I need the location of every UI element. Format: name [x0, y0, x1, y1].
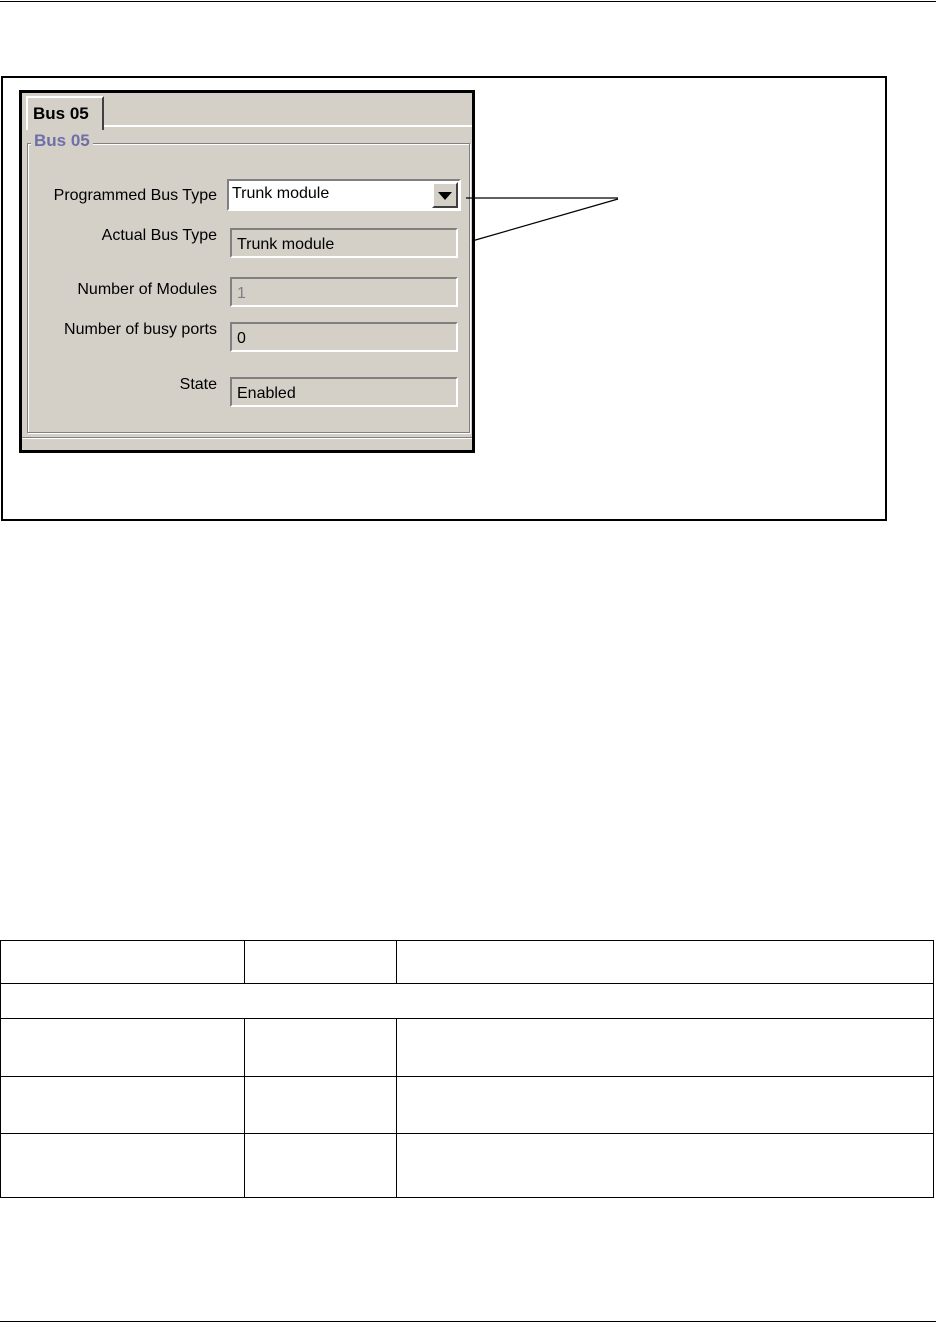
actual-bus-type-field: Trunk module	[230, 228, 458, 258]
tab-bus[interactable]: Bus 05	[26, 96, 104, 130]
number-of-modules-field: 1	[230, 277, 458, 307]
state-label: State	[179, 376, 217, 393]
table-span-cell	[1, 984, 934, 1019]
bottom-rule	[0, 1321, 936, 1322]
table-cell	[397, 1019, 934, 1077]
table-row	[1, 1019, 934, 1077]
programmed-bus-type-value: Trunk module	[232, 185, 330, 202]
number-of-busy-ports-field: 0	[230, 322, 458, 352]
group-title: Bus 05	[31, 131, 93, 151]
number-of-busy-ports-label: Number of busy ports	[64, 321, 217, 338]
table-header-cell	[397, 941, 934, 984]
table-cell	[397, 1077, 934, 1134]
table-span-row	[1, 984, 934, 1019]
table-cell	[1, 1019, 245, 1077]
description-table	[0, 940, 934, 1198]
table-header-cell	[245, 941, 397, 984]
state-field: Enabled	[230, 377, 458, 407]
programmed-bus-type-label: Programmed Bus Type	[53, 187, 217, 204]
table-row	[1, 1077, 934, 1134]
table-header-cell	[1, 941, 245, 984]
callout-line-lower	[472, 199, 618, 241]
table-cell	[245, 1134, 397, 1198]
table-cell	[245, 1077, 397, 1134]
table-cell	[1, 1134, 245, 1198]
table-header-row	[1, 941, 934, 984]
table-cell	[1, 1077, 245, 1134]
table-row	[1, 1134, 934, 1198]
number-of-modules-label: Number of Modules	[77, 281, 217, 298]
table-cell	[397, 1134, 934, 1198]
actual-bus-type-label: Actual Bus Type	[101, 227, 217, 244]
table-cell	[245, 1019, 397, 1077]
